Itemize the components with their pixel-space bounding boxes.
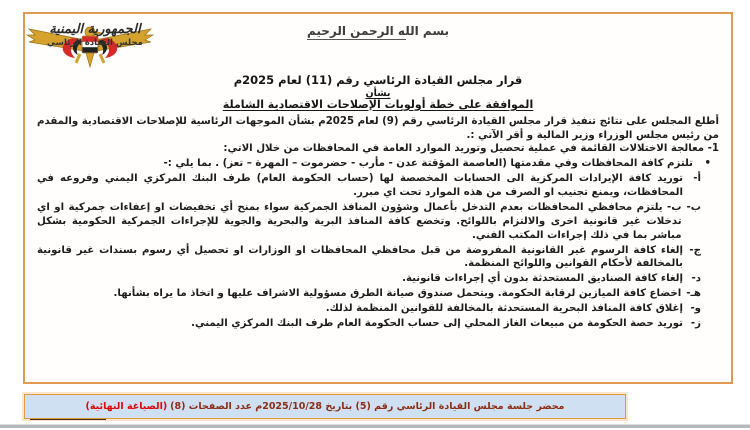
footer-note-text: محضر جلسة مجلس القيادة الرئاسي رقم (5) بتاريخ 2025/10/28م عدد الصفحات (8) [170, 401, 565, 412]
clause-1: 1- معالجة الاختلالات القائمة في عملية تحصيل وتوريد الموارد العامة في المحافظات من خلال الاتي: [223, 143, 719, 155]
item-text: إغلاق كافة المنافذ البحرية المستحدثة بالمخالفة للقوانين المنظمة لذلك. [325, 303, 683, 315]
item-marker: أ- [693, 173, 701, 185]
item-marker: ب- [686, 201, 701, 213]
decree-title: قرار مجلس القيادة الرئاسي رقم (11) لعام 2025م [233, 73, 523, 87]
list-item [37, 172, 701, 200]
republic-name: الجمهورية اليمنية [49, 22, 141, 37]
decree-subject: الموافقة على خطة أولويات الإصلاحات الاقتصادية الشاملة [222, 97, 534, 111]
footer-note-final-draft: (الصياغة النهائية) [85, 401, 168, 412]
item-text: توريد حصة الحكومة من مبيعات الغاز المحلي إلى حساب الحكومة العام طرف البنك المركزي اليمني. [191, 317, 683, 329]
bullet-item [37, 157, 711, 171]
item-marker: و- [690, 303, 701, 315]
bullet-icon: • [704, 158, 711, 170]
letterhead-org [47, 22, 143, 48]
decree-about: بشأن [365, 87, 391, 99]
list-item [37, 317, 701, 331]
decree-body [37, 115, 719, 331]
bismillah-calligraphy: بسم الله الرحمن الرحيم [306, 24, 450, 38]
item-text: توريد كافة الإيرادات المركزية الى الحسابات المخصصة لها (حساب الحكومة العام) طرف البنك المركزي اليمني وفروعه في المحافظات، ويمنع تجنيب او الصرف من هذه الموارد تحت اي مبرر. [37, 173, 683, 199]
decree-frame [23, 12, 733, 384]
list-item [37, 272, 701, 286]
intro-paragraph: أطلع المجلس على نتائج تنفيذ قرار مجلس القيادة الرئاسي رقم (9) لعام 2025م بشأن الموجهات الرئاسية للإصلاحات الاقتصادية والمقدم من رئيس مجلس الوزراء وزير المالية و أقر الآتي :. [37, 115, 719, 141]
item-text: إلغاء كافة الصناديق المستحدثة بدون أي إجراءات قانونية. [402, 273, 683, 285]
item-marker: هـ- [686, 288, 701, 300]
bottom-divider [0, 424, 750, 428]
item-marker: ز- [690, 317, 701, 329]
council-name: مجلس القيادة الرئاسي [47, 38, 143, 48]
letterhead [37, 18, 719, 74]
list-item [37, 201, 701, 243]
list-item [37, 287, 701, 301]
list-item [37, 302, 701, 316]
item-text: اخضاع كافة الميازين لرقابة الحكومة. ويتحمل صندوق صيانة الطرق مسؤولية الاشراف عليها و اتخاذ ما يراه بشأنها. [113, 288, 682, 300]
item-marker: ج- [689, 244, 701, 256]
item-text: إلغاء كافة الرسوم غير القانونية المفروضة من قبل محافظي المحافظات او الوزارات او تحصيل أي رسوم بسندات غير قانونية بالمخالفة لأحكام القوانين واللوائح المنظمة. [37, 244, 683, 270]
item-text: ب- يلتزم محافظي المحافظات بعدم التدخل بأعمال وشؤون المنافذ الجمركية سواء بمنح أي تخفيضات او إعفاءات جمركية او اي تدخلات غير قانونية اخرى والالتزام باللوائح. وتخضع كافة المنافذ البرية والبحرية والجوية للإجراءات الجمركية الحكومية بشكل مباشر بما في ذلك إجراءات المكتب الفني. [37, 201, 682, 241]
footer-note-box [24, 394, 626, 419]
item-marker: د- [691, 273, 701, 285]
bullet-text: تلتزم كافة المحافظات وفي مقدمتها (العاصمة المؤقتة عدن - مأرب - حضرموت – المهرة – تعز) . بما يلي :- [163, 158, 693, 170]
list-item [37, 244, 701, 272]
title-block [37, 74, 719, 112]
